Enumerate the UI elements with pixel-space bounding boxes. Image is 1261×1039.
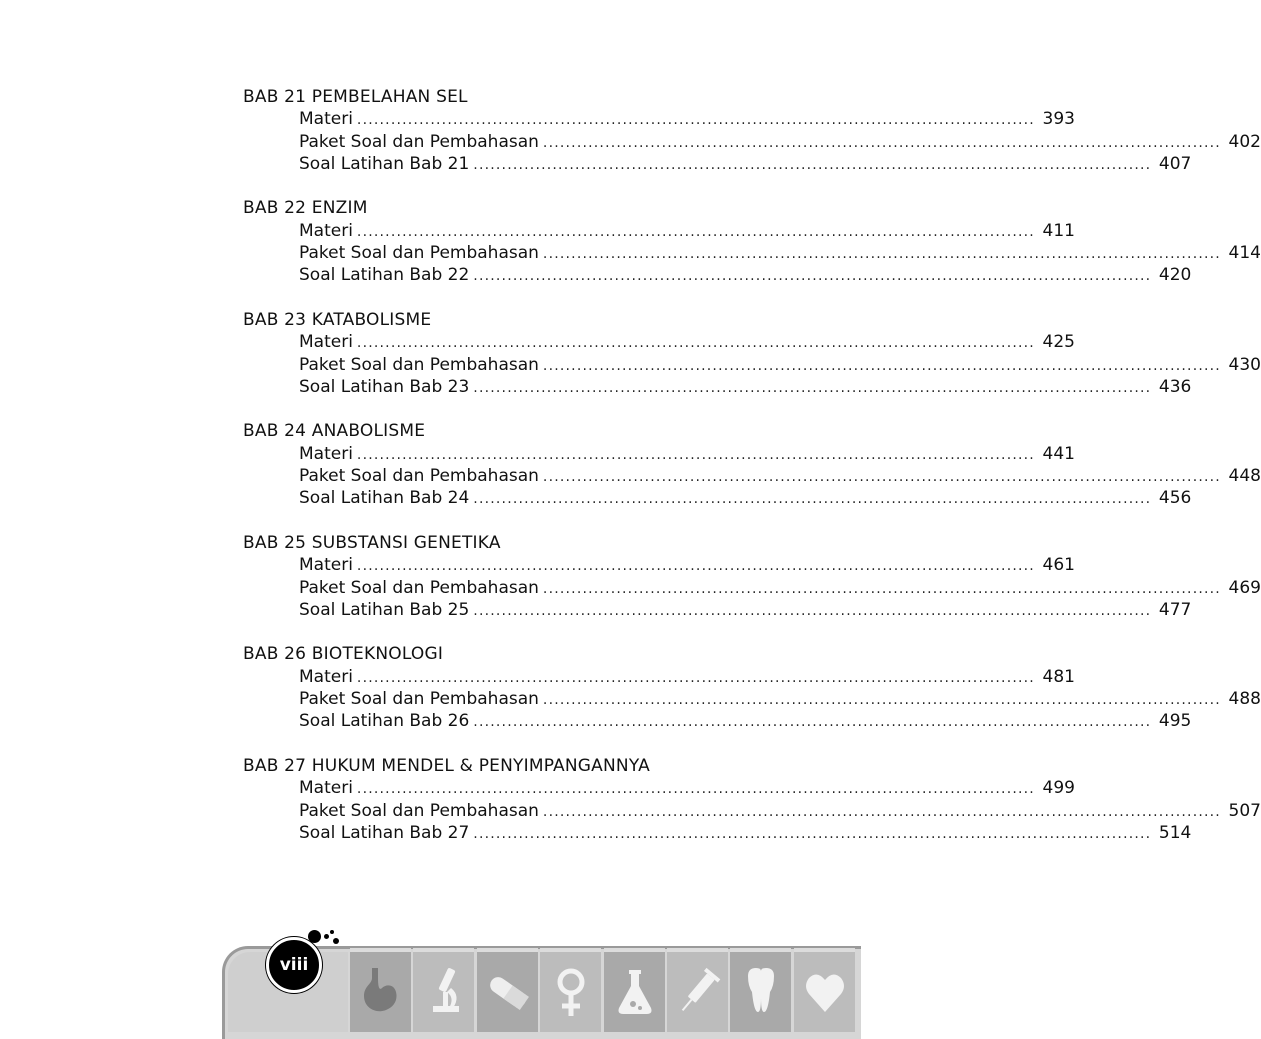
toc-entry [299, 242, 1261, 264]
decorative-dot [330, 930, 334, 934]
page-footer [0, 930, 1024, 1024]
dot-leader: ........................................................................................................................ [356, 558, 1035, 575]
chapter-section [243, 755, 1261, 844]
tooth-icon [730, 948, 791, 1032]
dot-leader: ........................................................................................................................ [356, 669, 1035, 686]
toc-entry-page: 430 [1228, 354, 1261, 375]
chapter-title: BAB 25 SUBSTANSI GENETIKA [243, 532, 501, 553]
chapter-section [243, 86, 1261, 175]
dot-leader: ........................................................................................................................ [542, 357, 1221, 374]
toc-entry-page: 425 [1042, 332, 1075, 353]
toc-entry-label: Materi [299, 555, 353, 576]
toc-entry-label: Soal Latihan Bab 22 [299, 265, 470, 286]
toc-entry-label: Soal Latihan Bab 21 [299, 153, 470, 174]
toc-entry-label: Paket Soal dan Pembahasan [299, 689, 539, 710]
chapter-title: BAB 22 ENZIM [243, 198, 368, 219]
toc-entry [299, 710, 1192, 732]
capsule-icon [477, 948, 538, 1032]
toc-entry-page: 456 [1158, 488, 1192, 509]
toc-entry [299, 777, 1075, 799]
chapter-title: BAB 26 BIOTEKNOLOGI [243, 644, 444, 665]
chapter-section [243, 197, 1261, 286]
toc-entry-label: Soal Latihan Bab 24 [299, 488, 470, 509]
dot-leader: ........................................................................................................................ [473, 379, 1152, 396]
toc-entry-label: Paket Soal dan Pembahasan [299, 577, 539, 598]
toc-entry-page: 477 [1158, 599, 1192, 620]
dot-leader: ........................................................................................................................ [473, 268, 1152, 285]
toc-entry-page: 488 [1228, 689, 1261, 710]
toc-entry [299, 487, 1192, 509]
microscope-icon [413, 948, 474, 1032]
chapter-title: BAB 21 PEMBELAHAN SEL [243, 87, 468, 107]
toc-entry-label: Materi [299, 666, 353, 687]
toc-entry [299, 688, 1261, 710]
toc-entry-label: Soal Latihan Bab 27 [299, 822, 470, 843]
toc-entry-label: Soal Latihan Bab 25 [299, 599, 470, 620]
toc-entry-page: 481 [1042, 666, 1075, 687]
toc-entry [299, 108, 1075, 130]
chapter-title: BAB 27 HUKUM MENDEL & PENYIMPANGANNYA [243, 755, 650, 776]
toc-entry-label: Paket Soal dan Pembahasan [299, 800, 539, 821]
decorative-dot [308, 930, 321, 943]
toc-entry [299, 264, 1192, 286]
toc-entry [299, 577, 1261, 599]
toc-entry-label: Paket Soal dan Pembahasan [299, 243, 539, 264]
dot-leader: ........................................................................................................................ [542, 134, 1221, 151]
decorative-dot [333, 938, 339, 944]
toc-entry [299, 822, 1192, 844]
chapter-section [243, 420, 1261, 509]
dot-leader: ........................................................................................................................ [356, 335, 1035, 352]
syringe-icon [667, 948, 728, 1032]
toc-entry-label: Materi [299, 220, 353, 241]
dot-leader: ........................................................................................................................ [356, 781, 1035, 798]
chapter-title: BAB 24 ANABOLISME [243, 421, 426, 442]
toc-entry [299, 220, 1075, 242]
toc-entry-page: 420 [1158, 265, 1192, 286]
flask-icon [604, 948, 665, 1032]
toc-entry-page: 414 [1228, 243, 1261, 264]
chapter-section [243, 532, 1261, 621]
chapter-title: BAB 23 KATABOLISME [243, 309, 432, 330]
toc-entry [299, 331, 1075, 353]
toc-entry-page: 448 [1228, 466, 1261, 487]
toc-entry-page: 499 [1042, 778, 1075, 799]
toc-entry-page: 393 [1042, 109, 1075, 130]
toc-entry-label: Paket Soal dan Pembahasan [299, 131, 539, 152]
dot-leader: ........................................................................................................................ [473, 714, 1152, 731]
toc-entry-page: 436 [1158, 376, 1192, 397]
toc-entry-page: 411 [1042, 220, 1075, 241]
toc-entry-label: Paket Soal dan Pembahasan [299, 354, 539, 375]
toc-entry [299, 131, 1261, 153]
dot-leader: ........................................................................................................................ [356, 223, 1035, 240]
toc-entry-label: Materi [299, 778, 353, 799]
toc-entry-page: 461 [1042, 555, 1075, 576]
toc-entry-label: Materi [299, 443, 353, 464]
dot-leader: ........................................................................................................................ [356, 446, 1035, 463]
toc-entry-label: Soal Latihan Bab 26 [299, 711, 470, 732]
toc-entry [299, 800, 1261, 822]
toc-entry [299, 376, 1192, 398]
dot-leader: ........................................................................................................................ [473, 602, 1152, 619]
toc-entry-page: 495 [1158, 711, 1192, 732]
female-symbol-icon [540, 948, 601, 1032]
toc-entry-label: Materi [299, 332, 353, 353]
page-number-badge: viii [266, 937, 322, 993]
toc-entry-label: Paket Soal dan Pembahasan [299, 466, 539, 487]
toc-entry-label: Materi [299, 109, 353, 130]
toc-entry-page: 514 [1158, 822, 1192, 843]
dot-leader: ........................................................................................................................ [473, 491, 1152, 508]
toc-entry-page: 407 [1158, 153, 1192, 174]
heart-icon [794, 948, 855, 1032]
chapter-section [243, 309, 1261, 398]
dot-leader: ........................................................................................................................ [542, 692, 1221, 709]
toc-entry-page: 507 [1228, 800, 1261, 821]
toc-entry [299, 666, 1075, 688]
toc-entry-page: 402 [1228, 131, 1261, 152]
dot-leader: ........................................................................................................................ [542, 469, 1221, 486]
dot-leader: ........................................................................................................................ [473, 156, 1152, 173]
toc-entry-page: 469 [1228, 577, 1261, 598]
dot-leader: ........................................................................................................................ [356, 112, 1035, 129]
toc-entry-label: Soal Latihan Bab 23 [299, 376, 470, 397]
decorative-dot [324, 934, 329, 939]
toc-entry-page: 441 [1042, 443, 1075, 464]
toc-entry [299, 554, 1075, 576]
toc-entry [299, 153, 1192, 175]
toc-entry [299, 465, 1261, 487]
table-of-contents [243, 86, 1261, 866]
dot-leader: ........................................................................................................................ [542, 803, 1221, 820]
dot-leader: ........................................................................................................................ [542, 246, 1221, 263]
stomach-icon [350, 948, 411, 1032]
chapter-section [243, 643, 1261, 732]
dot-leader: ........................................................................................................................ [542, 580, 1221, 597]
toc-entry [299, 443, 1075, 465]
dot-leader: ........................................................................................................................ [473, 825, 1152, 842]
toc-entry [299, 354, 1261, 376]
toc-entry [299, 599, 1192, 621]
footer-icon-strip [350, 948, 857, 1028]
